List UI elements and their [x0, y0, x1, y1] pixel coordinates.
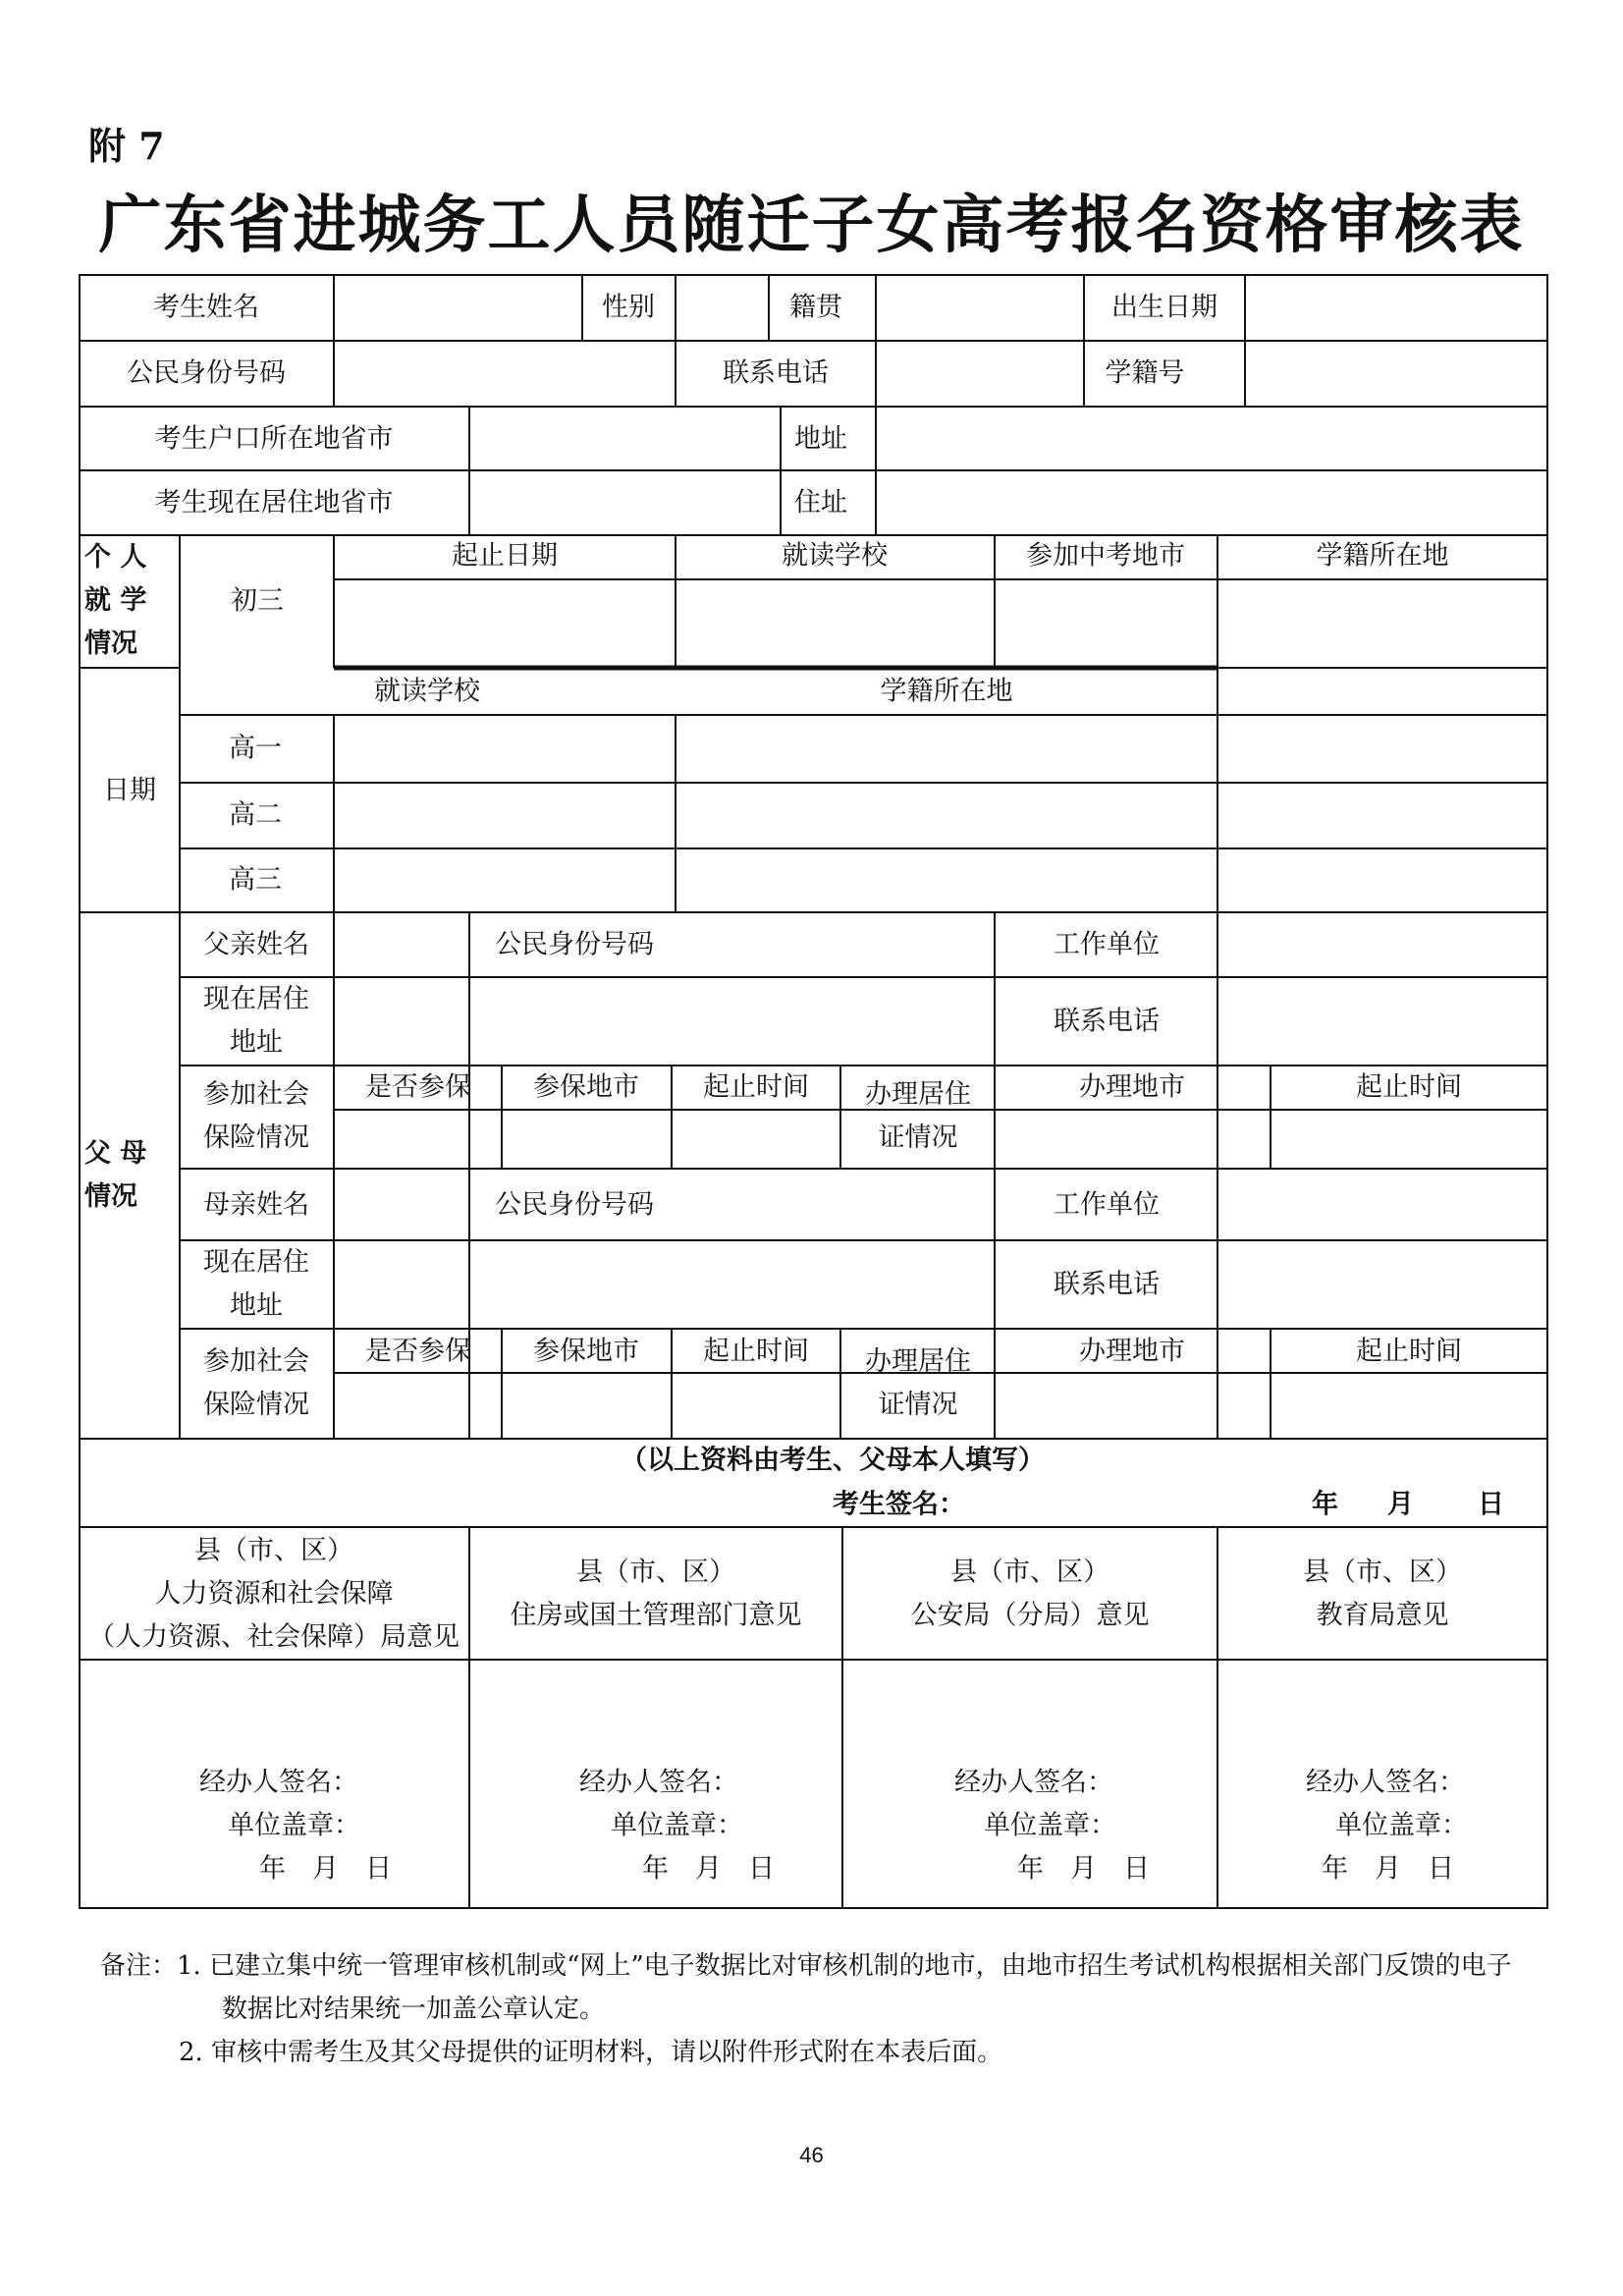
- father-is-insured-label: 是否参保: [365, 1071, 471, 1103]
- school-header: 就读学校: [782, 540, 888, 572]
- attachment-label: 附 7: [88, 124, 165, 168]
- hr-date: 年 月 日: [259, 1853, 392, 1885]
- date-range-header: 起止日期: [452, 540, 558, 572]
- approval-education-line2: 教育局意见: [1316, 1600, 1449, 1631]
- mother-id-label: 公民身份号码: [495, 1189, 654, 1221]
- police-seal-label: 单位盖章：: [984, 1810, 1116, 1841]
- mother-is-insured-label: 是否参保: [365, 1336, 471, 1367]
- father-address-label: 现在居住地址: [203, 984, 309, 1058]
- approval-education-line1: 县（市、区）: [1303, 1557, 1462, 1588]
- father-insured-city-label: 参保地市: [533, 1071, 639, 1103]
- father-insurance-label: 参加社会保险情况: [203, 1079, 309, 1153]
- residence-province-label: 考生现在居住地省市: [154, 487, 394, 519]
- police-handler-label: 经办人签名：: [954, 1767, 1113, 1798]
- form-title: 广东省进城务工人员随迁子女高考报名资格审核表: [98, 189, 1525, 262]
- student-name-label: 考生姓名: [153, 292, 259, 323]
- father-id-label: 公民身份号码: [495, 929, 654, 960]
- student-signature-label: 考生签名：: [833, 1489, 965, 1520]
- father-name-label: 父亲姓名: [203, 929, 309, 960]
- birth-date-label: 出生日期: [1111, 292, 1217, 323]
- education-handler-label: 经办人签名：: [1306, 1767, 1465, 1798]
- native-place-label: 籍贯: [789, 292, 842, 323]
- note-line1-cont: 数据比对结果统一加盖公章认定。: [222, 1995, 606, 2024]
- hr-seal-label: 单位盖章：: [228, 1810, 360, 1841]
- declaration-note: （以上资料由考生、父母本人填写）: [621, 1445, 1045, 1476]
- note-line1: 备注：1. 已建立集中统一管理审核机制或“网上”电子数据比对审核机制的地市，由地市招生考试机构根据相关部门反馈的电子: [100, 1951, 1512, 1981]
- education-section-label: 个 人就 学情况: [84, 542, 147, 659]
- mother-address-label: 现在居住地址: [203, 1247, 309, 1321]
- approval-police-line2: 公安局（分局）意见: [910, 1600, 1150, 1631]
- hukou-address-label: 地址: [794, 423, 847, 455]
- father-phone-label: 联系电话: [1054, 1006, 1160, 1037]
- mother-permit-city-label: 办理地市: [1079, 1336, 1185, 1367]
- hs-school-header: 就读学校: [374, 676, 480, 707]
- mother-phone-label: 联系电话: [1054, 1269, 1160, 1300]
- housing-seal-label: 单位盖章：: [611, 1810, 743, 1841]
- student-no-label: 学籍号: [1105, 357, 1185, 389]
- grade10-label: 高一: [229, 733, 282, 764]
- mother-work-unit-label: 工作单位: [1054, 1189, 1160, 1221]
- page-number: 46: [799, 2143, 824, 2167]
- father-period-label: 起止时间: [703, 1071, 809, 1103]
- housing-handler-label: 经办人签名：: [579, 1767, 738, 1798]
- father-permit-label: 办理居住证情况: [865, 1079, 971, 1153]
- grade9-label: 初三: [231, 585, 284, 617]
- mother-permit-period-label: 起止时间: [1356, 1336, 1462, 1367]
- hukou-province-label: 考生户口所在地省市: [154, 423, 394, 455]
- id-number-label: 公民身份号码: [127, 357, 286, 389]
- father-work-unit-label: 工作单位: [1054, 929, 1160, 960]
- approval-hr-line2: 人力资源和社会保障: [154, 1578, 394, 1610]
- gender-label: 性别: [602, 292, 655, 323]
- sign-month: 月: [1387, 1489, 1414, 1520]
- father-permit-period-label: 起止时间: [1356, 1071, 1462, 1103]
- police-date: 年 月 日: [1017, 1853, 1150, 1885]
- housing-date: 年 月 日: [642, 1853, 775, 1885]
- education-seal-label: 单位盖章：: [1335, 1810, 1468, 1841]
- sign-year: 年: [1312, 1489, 1338, 1520]
- hr-handler-label: 经办人签名：: [199, 1767, 358, 1798]
- father-permit-city-label: 办理地市: [1079, 1071, 1185, 1103]
- mother-insurance-label: 参加社会保险情况: [203, 1346, 309, 1420]
- hs-record-location-header: 学籍所在地: [880, 676, 1013, 707]
- grade12-label: 高三: [229, 864, 282, 896]
- mother-period-label: 起止时间: [703, 1336, 809, 1367]
- education-date: 年 月 日: [1322, 1853, 1454, 1885]
- date-label: 日期: [103, 775, 156, 806]
- approval-hr-line3: （人力资源、社会保障）局意见: [88, 1621, 460, 1653]
- approval-housing-line2: 住房或国土管理部门意见: [510, 1600, 802, 1631]
- mother-name-label: 母亲姓名: [203, 1189, 309, 1221]
- mother-insured-city-label: 参保地市: [533, 1336, 639, 1367]
- record-location-header: 学籍所在地: [1316, 540, 1449, 572]
- mother-permit-label: 办理居住证情况: [865, 1346, 971, 1420]
- note-line2: 2. 审核中需考生及其父母提供的证明材料，请以附件形式附在本表后面。: [179, 2038, 1003, 2067]
- sign-day: 日: [1478, 1489, 1504, 1520]
- parents-section-label: 父 母情况: [84, 1138, 147, 1212]
- residence-address-label: 住址: [794, 487, 847, 519]
- approval-hr-line1: 县（市、区）: [194, 1535, 353, 1566]
- approval-housing-line1: 县（市、区）: [576, 1557, 735, 1588]
- exam-city-header: 参加中考地市: [1026, 540, 1185, 572]
- phone-label: 联系电话: [723, 357, 829, 389]
- approval-police-line1: 县（市、区）: [950, 1557, 1109, 1588]
- notes: [100, 1944, 1512, 2074]
- grade11-label: 高二: [229, 799, 282, 831]
